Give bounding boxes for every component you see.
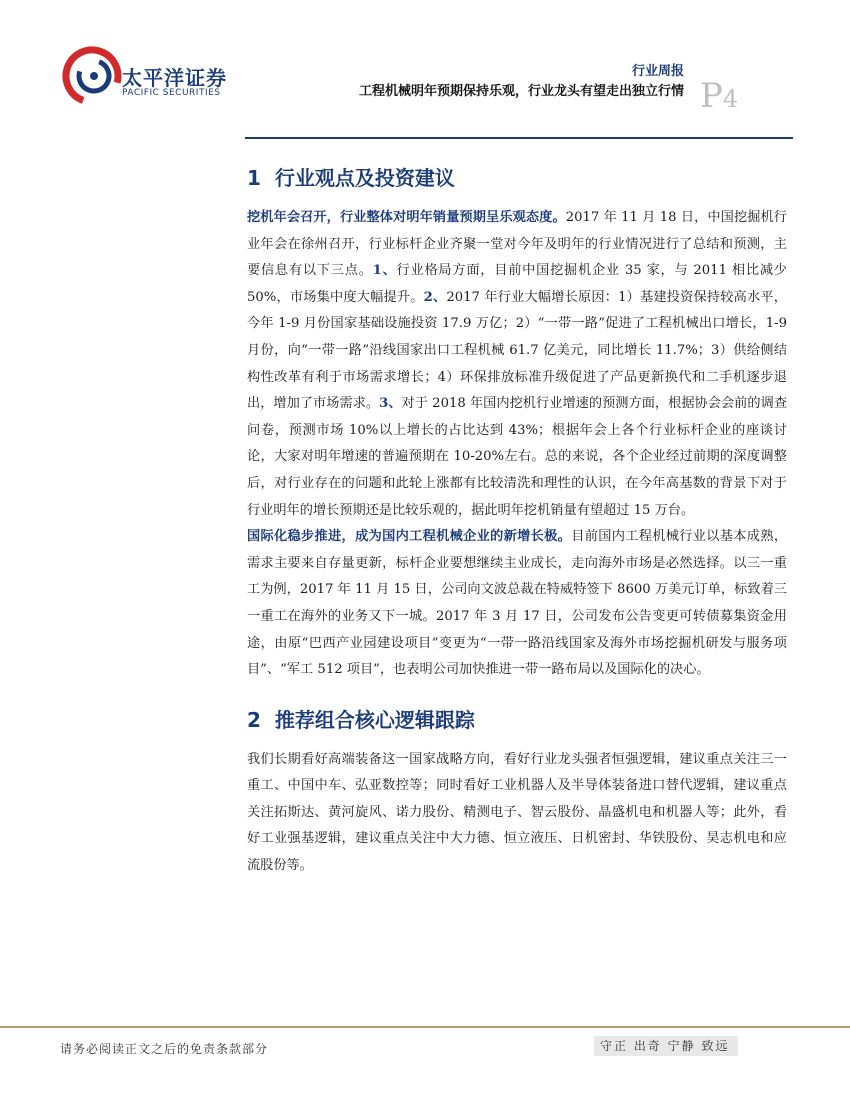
paragraph-1-text-a: 2017 年 11 月 18 日，中国挖掘机行业年会在徐州召开，行业标杆企业齐聚一堂对今年及明年的行业情况进行了总结和预测，主要信息有以下三点。 <box>247 210 787 279</box>
paragraph-2-text: 目前国内工程机械行业以基本成熟，需求主要来自存量更新，标杆企业要想继续主业成长，走向海外市场是必然选择。以三一重工为例，2017 年 11 月 15 日，公司向文波总裁在特威特签下 8600 万美元订单，标致着三一重工在海外的业务又下一城。2017 年 3 月 17 日，公司发布公告变更可转债募集资金用途，由原“巴西产业园建设项目”变更为“一带一路沿线国家及海外市场挖掘机研发与服务项目”、“军工 512 项目”，也表明公司加快推进一带一路布局以及国际化的决心。 <box>247 529 788 678</box>
header-divider <box>245 137 793 139</box>
section-1-paragraph-2 <box>247 524 787 684</box>
paragraph-1-lead: 挖机年会召开，行业整体对明年销量预期呈乐观态度。 <box>247 210 566 225</box>
footer-motto: 守正 出奇 宁静 致远 <box>594 1036 738 1056</box>
section-2-number: 2 <box>247 707 261 732</box>
section-1-title: 行业观点及投资建议 <box>274 166 455 190</box>
footer-divider <box>0 1026 850 1028</box>
footer-disclaimer: 请务必阅读正文之后的免责条款部分 <box>60 1042 269 1056</box>
report-title: 工程机械明年预期保持乐观，行业龙头有望走出独立行情 <box>358 84 684 99</box>
section-2-title: 推荐组合核心逻辑跟踪 <box>274 707 475 732</box>
paragraph-1-text-c: 2017 年行业大幅增长原因：1）基建投资保持较高水平，今年 1-9 月份国家基础设施投资 17.9 万亿；2）“一带一路”促进了工程机械出口增长，1-9 月份，向“一带一路”沿线国家出口工程机械 61.7 亿美元，同比增长 11.7%；3）供给侧结构性改革有利于市场需求增长；4）环保排放标准升级促进了产品更新换代和二手机逐步退出，增加了市场需求。 <box>247 289 787 412</box>
brand-name-en: PACIFIC SECURITIES <box>122 88 221 98</box>
page-number-value: 4 <box>722 85 739 113</box>
section-2-heading <box>247 704 787 733</box>
report-type: 行业周报 <box>631 64 684 79</box>
paragraph-1-text-d: 对于 2018 年国内挖机行业增速的预测方面，根据协会会前的调查问卷，预测市场 10%以上增长的占比达到 43%；根据年会上各个行业标杆企业的座谈讨论，大家对明年增速的普遍预期在 10-20%左右。总的来说，各个企业经过前期的深度调整后，对行业存在的问题和此轮上涨都有比较清洗和理性的认识，在今年高基数的背景下对于行业明年的增长预期还是比较乐观的，据此明年挖机销量有望超过 15 万台。 <box>247 396 788 518</box>
main-content <box>247 162 787 880</box>
paragraph-1-text-b: 行业格局方面，目前中国挖掘机企业 35 家，与 2011 相比减少 50%，市场集中度大幅提升。 <box>247 263 787 305</box>
section-2-paragraph-1: 我们长期看好高端装备这一国家战略方向，看好行业龙头强者恒强逻辑，建议重点关注三一重工、中国中车、弘亚数控等；同时看好工业机器人及半导体装备进口替代逻辑，建议重点关注拓斯达、黄河旋风、诺力股份、精测电子、智云股份、晶盛机电和机器人等；此外，看好工业强基逻辑，建议重点关注中大力德、恒立液压、日机密封、华铁股份、昊志机电和应流股份等。 <box>247 751 787 874</box>
paragraph-2-lead: 国际化稳步推进，成为国内工程机械企业的新增长极。 <box>247 529 572 545</box>
page-number <box>700 76 738 116</box>
point-marker-3: 3、 <box>379 396 402 412</box>
section-1-number: 1 <box>247 166 261 190</box>
section-1-heading <box>247 162 787 191</box>
section-1-paragraph-1 <box>247 205 787 524</box>
point-marker-2: 2、 <box>423 289 447 305</box>
page-prefix: P <box>700 76 723 116</box>
brand-name-cn: 太平洋证券 <box>122 66 227 90</box>
point-marker-1: 1、 <box>372 263 397 279</box>
pacific-securities-logo-icon <box>58 44 122 108</box>
